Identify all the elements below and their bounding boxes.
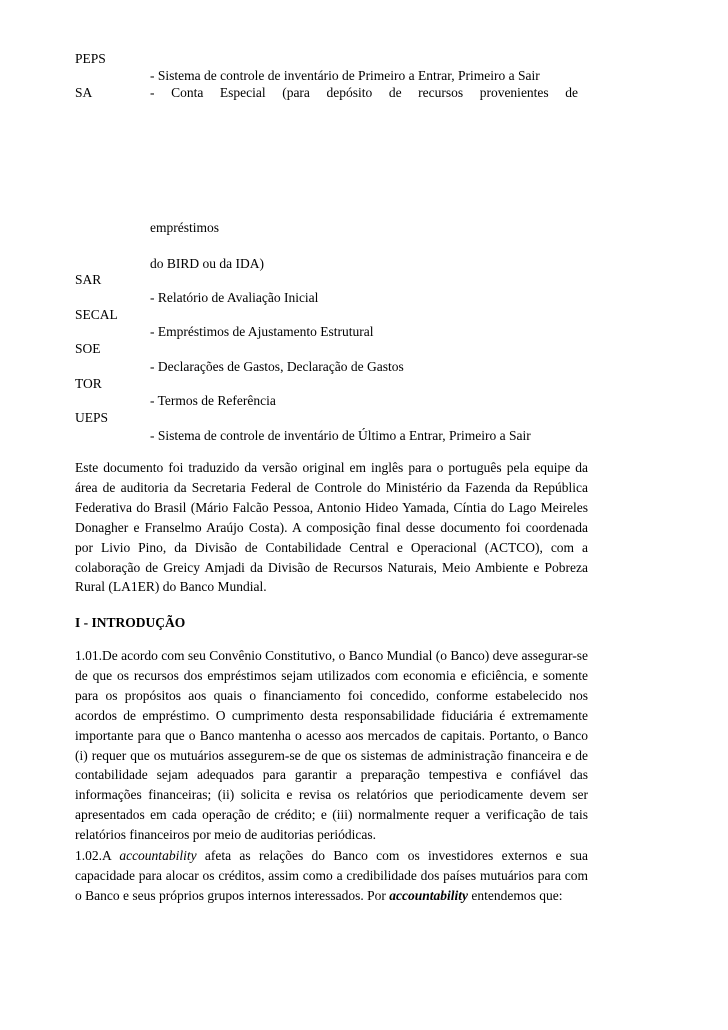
paragraph-1-02-middle: afeta as relações do Banco com os investidores externos e sua capacidade para alocar os créditos, assim como a credibilidade dos países mutuários para com o Banco e seus próprios grupos internos interessados. Por xyxy=(75,848,588,903)
glossary-def-soe: - Declarações de Gastos, Declaração de Gastos xyxy=(150,359,404,374)
glossary-def-sa: - Conta Especial (para depósito de recursos provenientes de xyxy=(150,85,578,100)
glossary-abbr-peps: PEPS xyxy=(75,51,106,66)
glossary-def-sa-cont2: do BIRD ou da IDA) xyxy=(150,256,264,271)
paragraph-1-01: 1.01.De acordo com seu Convênio Constitutivo, o Banco Mundial (o Banco) deve assegurar-se de que os recursos dos empréstimos sejam utilizados com economia e eficiência, e somente para os propósitos aos quais o financiamento foi concedido, conforme estabelecido nos acordos de empréstimo. O cumprimento desta responsabilidade fiduciária é extremamente importante para que o Banco mantenha o acesso aos mercados de capitais. Portanto, o Banco (i) requer que os mutuários assegurem-se de que os sistemas de administração financeira e de contabilidade sejam adequados para garantir a preparação tempestiva e confiável das informações financeiras; (ii) solicita e revisa os relatórios que periodicamente devem ser apresentados em cada operação de crédito; e (iii) normalmente requer a verificação de tais relatórios financeiros por meio de auditorias periódicas. xyxy=(75,648,588,843)
glossary-def-tor: - Termos de Referência xyxy=(150,393,276,408)
paragraph-1-02-suffix: entendemos que: xyxy=(467,887,563,903)
section-heading: I - INTRODUÇÃO xyxy=(75,615,186,630)
glossary-def-ueps: - Sistema de controle de inventário de Último a Entrar, Primeiro a Sair xyxy=(150,428,531,443)
paragraph-1-02 xyxy=(75,846,588,906)
paragraph-1-02-term-bold: accountability xyxy=(389,887,468,903)
glossary-abbr-secal: SECAL xyxy=(75,307,118,322)
glossary-abbr-tor: TOR xyxy=(75,376,102,391)
glossary-abbr-sar: SAR xyxy=(75,272,102,287)
paragraph-1-02-prefix: 1.02.A xyxy=(75,848,120,863)
glossary-abbr-ueps: UEPS xyxy=(75,410,109,425)
translation-note: Este documento foi traduzido da versão original em inglês para o português pela equipe da área de auditoria da Secretaria Federal de Controle do Ministério da Fazenda da República Federativa do Brasil (Mário Falcão Pessoa, Antonio Hideo Yamada, Cíntia do Lago Meireles Donagher e Franselmo Araújo Costa). A composição final desse documento foi coordenada por Livio Pino, da Divisão de Contabilidade Central e Operacional (ACTCO), com a colaboração de Greicy Amjadi da Divisão de Recursos Naturais, Meio Ambiente e Pobreza Rural (LA1ER) do Banco Mundial. xyxy=(75,460,588,595)
glossary-abbr-sa: SA xyxy=(75,85,93,100)
glossary-def-secal: - Empréstimos de Ajustamento Estrutural xyxy=(150,324,374,339)
glossary-def-sa-cont1: empréstimos xyxy=(150,220,219,235)
paragraph-1-02-term: accountability xyxy=(119,848,197,863)
glossary-def-peps: - Sistema de controle de inventário de Primeiro a Entrar, Primeiro a Sair xyxy=(150,68,540,83)
glossary-def-sar: - Relatório de Avaliação Inicial xyxy=(150,290,319,305)
glossary-abbr-soe: SOE xyxy=(75,341,101,356)
